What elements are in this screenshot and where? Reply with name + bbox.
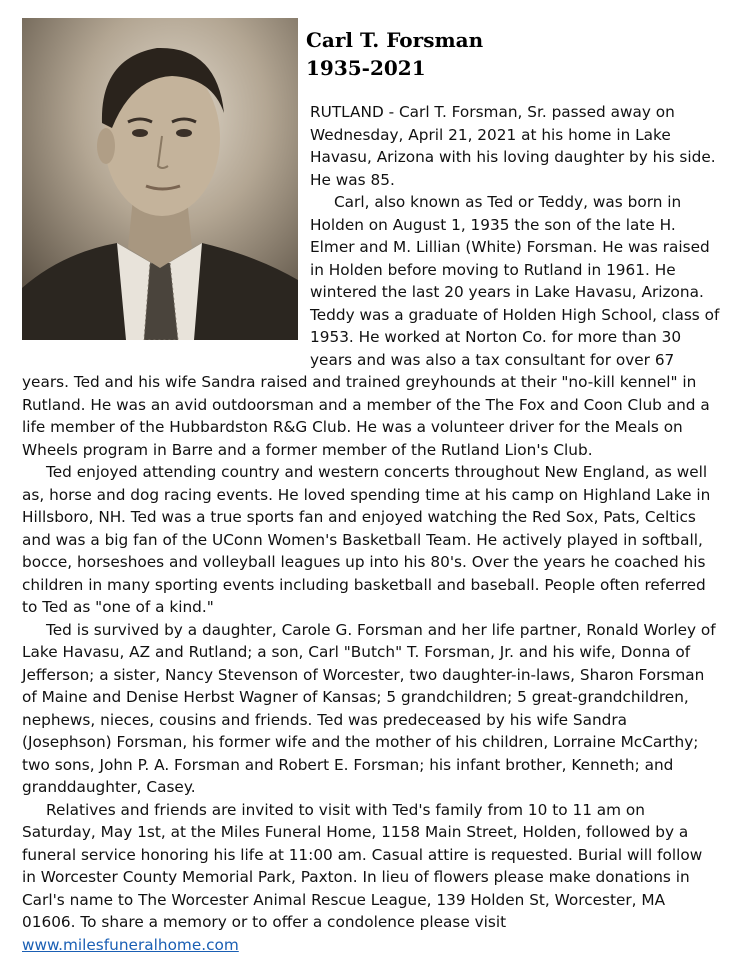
paragraph-services: Relatives and friends are invited to visit with Ted's family from 10 to 11 am on Saturday, May 1st, at the Miles Funeral Home, 1158 Main Street, Holden, followed by a funeral service honoring his life at 11:00 am. Casual attire is requested. Burial will follow in Worcester County Memorial Park, Paxton. In lieu of flowers please make donations in Carl's name to The Worcester Animal Rescue League, 139 Holden St, Worcester, MA 01606. To share a memory or to offer a condolence please visit (22, 800, 703, 931)
paragraph-announcement: RUTLAND - Carl T. Forsman, Sr. passed away on Wednesday, April 21, 2021 at his home in Lake Havasu, Arizona with his loving daughter by his side. He was 85. (310, 103, 716, 189)
paragraph-interests: Ted enjoyed attending country and western concerts throughout New England, as well as, horse and dog racing events. He loved spending time at his camp on Highland Lake in Hillsboro, NH. Ted was a true sports fan and enjoyed watching the Red Sox, Pats, Celtics and was a big fan of the UConn Women's Basketball Team. He actively played in softball, bocce, horseshoes and volleyball leagues up into his 80's. Over the years he coached his children in many sporting events including basketball and baseball. People often referred to Ted as "one of a kind." (22, 463, 711, 616)
obituary-body (22, 101, 720, 956)
obituary-heading (306, 26, 483, 82)
funeral-home-link[interactable]: www.milesfuneralhome.com (22, 935, 239, 954)
deceased-name: Carl T. Forsman (306, 28, 484, 52)
paragraph-biography: Carl, also known as Ted or Teddy, was born in Holden on August 1, 1935 the son of the late H. Elmer and M. Lillian (White) Forsman. He was raised in Holden before moving to Rutland in 1961. He wintered the last 20 years in Lake Havasu, Arizona. Teddy was a graduate of Holden High School, class of 1953. He worked at Norton Co. for more than 30 years and was also a tax consultant for over 67 years. Ted and his wife Sandra raised and trained greyhounds at their "no-kill kennel" in Rutland. He was an avid outdoorsman and a member of the The Fox and Coon Club and a life member of the Hubbardston R&G Club. He was a volunteer driver for the Meals on Wheels program in Barre and a former member of the Rutland Lion's Club. (22, 193, 720, 459)
paragraph-survivors: Ted is survived by a daughter, Carole G. Forsman and her life partner, Ronald Worley of Lake Havasu, AZ and Rutland; a son, Carl "Butch" T. Forsman, Jr. and his wife, Donna of Jefferson; a sister, Nancy Stevenson of Worcester, two daughter-in-laws, Sharon Forsman of Maine and Denise Herbst Wagner of Kansas; 5 grandchildren; 5 great-grandchildren, nephews, nieces, cousins and friends. Ted was predeceased by his wife Sandra (Josephson) Forsman, his former wife and the mother of his children, Lorraine McCarthy; two sons, John P. A. Forsman and Robert E. Forsman; his infant brother, Kenneth; and granddaughter, Casey. (22, 620, 716, 796)
life-years: 1935-2021 (306, 56, 426, 80)
